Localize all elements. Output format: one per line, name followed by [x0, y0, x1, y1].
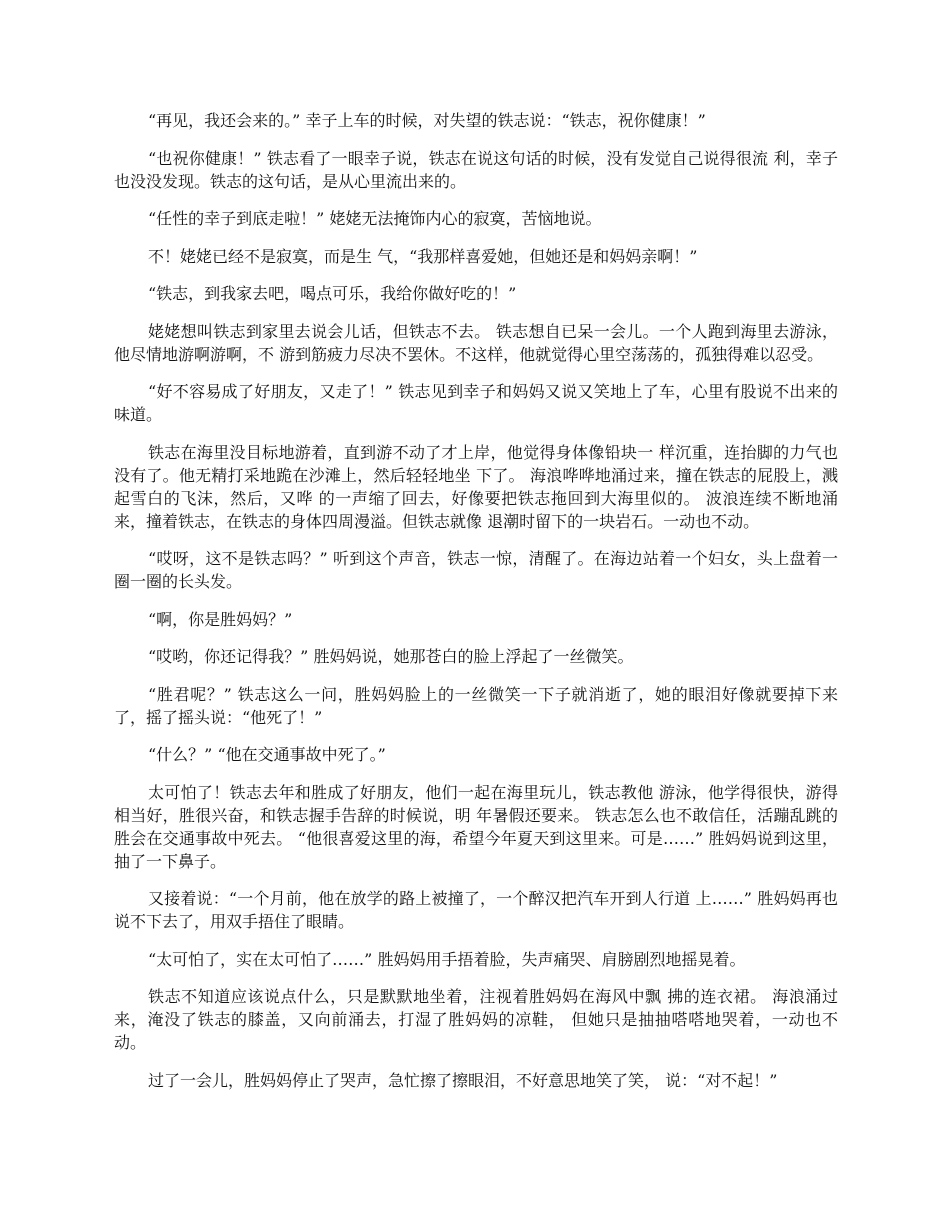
- paragraph-5: “铁志，到我家去吧，喝点可乐，我给你做好吃的！”: [148, 284, 517, 303]
- paragraph-8: 铁志在海里没目标地游着，直到游不动了才上岸，他觉得身体像铅块一 样沉重，连抬脚的力气也没有了。他无精打采地跪在沙滩上，然后轻轻地坐 下了。 海浪哗哗地涌过来，撞在铁志的屁股上，溅起雪白的飞沫，然后，又哗 的一声缩了回去，好像要把铁志拖回到大海里似的。 波浪连续不断地涌来，撞着铁志，在铁志的身体四周漫溢。但铁志就像 退潮时留下的一块岩石。一动也不动。: [114, 442, 838, 531]
- paragraph-2: “也祝你健康！” 铁志看了一眼幸子说，铁志在说这句话的时候，没有发觉自己说得很流 利，幸子也没没发现。铁志的这句话，是从心里流出来的。: [114, 148, 838, 191]
- paragraph-1: “再见，我还会来的。” 幸子上车的时候，对失望的铁志说：“铁志，祝你健康！”: [148, 111, 706, 130]
- paragraph-3: “任性的幸子到底走啦！” 姥姥无法掩饰内心的寂寞，苦恼地说。: [148, 209, 602, 228]
- paragraph-9: “哎呀，这不是铁志吗？” 听到这个声音，铁志一惊，清醒了。在海边站着一个妇女，头上盘着一 圈一圈的长头发。: [114, 549, 838, 591]
- paragraph-17: 铁志不知道应该说点什么，只是默默地坐着，注视着胜妈妈在海风中飘 拂的连衣裙。 海浪涌过来，淹没了铁志的膝盖，又向前涌去，打湿了胜妈妈的凉鞋， 但她只是抽抽嗒嗒地哭着，一动也不动。: [114, 987, 838, 1052]
- paragraph-14: 太可怕了！铁志去年和胜成了好朋友，他们一起在海里玩儿，铁志教他 游泳，他学得很快，游得相当好，胜很兴奋，和铁志握手告辞的时候说，明 年暑假还要来。 铁志怎么也不敢信任，活蹦乱跳的胜会在交通事故中死去。 “他很喜爱这里的海，希望今年夏天到这里来。可是……” 胜妈妈说到这里，抽了一下鼻子。: [114, 782, 838, 871]
- paragraph-7: “好不容易成了好朋友，又走了！” 铁志见到幸子和妈妈又说又笑地上了车，心里有股说不出来的味道。: [114, 382, 838, 424]
- paragraph-16: “太可怕了，实在太可怕了……” 胜妈妈用手捂着脸，失声痛哭、肩膀剧烈地摇晃着。: [148, 949, 746, 969]
- paragraph-11: “哎哟，你还记得我？” 胜妈妈说，她那苍白的脸上浮起了一丝微笑。: [148, 647, 634, 666]
- paragraph-4: 不！姥姥已经不是寂寞，而是生 气，“我那样喜爱她，但她还是和妈妈亲啊！”: [148, 246, 698, 266]
- paragraph-13: “什么？” “他在交通事故中死了。”: [148, 745, 386, 764]
- paragraph-6: 姥姥想叫铁志到家里去说会儿话，但铁志不去。 铁志想自已呆一会儿。一个人跑到海里去游泳，他尽情地游啊游啊，不 游到筋疲力尽决不罢休。不这样，他就觉得心里空荡荡的，孤独得难以忍受。: [114, 321, 838, 364]
- paragraph-12: “胜君呢？” 铁志这么一问，胜妈妈脸上的一丝微笑一下子就消逝了，她的眼泪好像就要掉下来了，摇了摇头说：“他死了！”: [114, 684, 838, 727]
- document-page: [114, 109, 838, 1106]
- paragraph-10: “啊，你是胜妈妈？”: [148, 609, 293, 629]
- paragraph-18: 过了一会儿，胜妈妈停止了哭声，急忙擦了擦眼泪，不好意思地笑了笑， 说：“对不起！”: [148, 1070, 778, 1090]
- paragraph-15: 又接着说：“一个月前，他在放学的路上被撞了，一个醉汉把汽车开到人行道 上……” 胜妈妈再也说不下去了，用双手捂住了眼睛。: [114, 889, 838, 931]
